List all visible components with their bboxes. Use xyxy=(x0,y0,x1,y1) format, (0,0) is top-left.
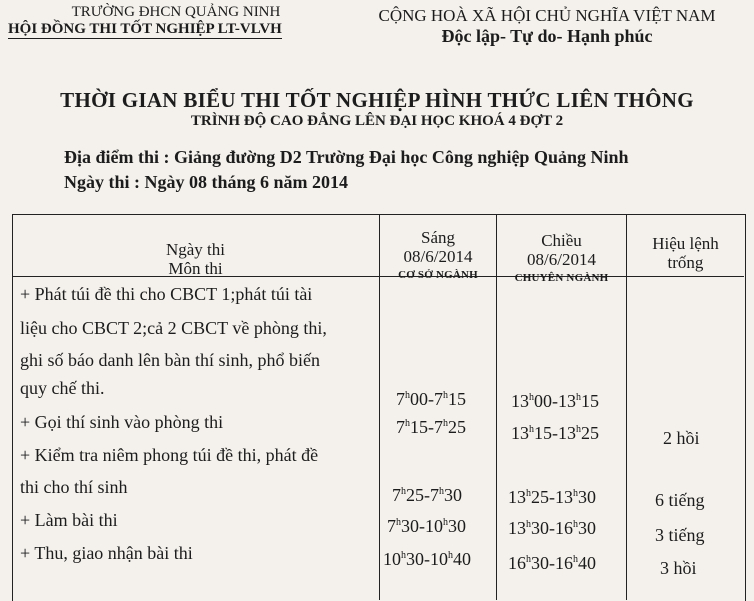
time-sup: h xyxy=(443,418,448,429)
time-sup: h xyxy=(573,554,578,565)
time-sup: h xyxy=(576,392,581,403)
col-header-line: Ngày thi xyxy=(165,240,226,259)
task-line: + Phát túi đề thi cho CBCT 1;phát túi tài xyxy=(20,284,313,304)
col-header-line: 08/6/2014 xyxy=(527,250,596,269)
afternoon-time xyxy=(508,518,596,539)
exam-date: Ngày thi : Ngày 08 tháng 6 năm 2014 xyxy=(64,172,349,192)
col-header-sub: CHUYÊN NGÀNH xyxy=(514,272,609,284)
morning-time xyxy=(396,417,466,438)
task-line: + Kiểm tra niêm phong túi đề thi, phát đề xyxy=(20,445,319,465)
time-sup: h xyxy=(405,418,410,429)
time-sup: h xyxy=(439,486,444,497)
time-part: 25 xyxy=(581,423,599,443)
time-sup: h xyxy=(576,424,581,435)
time-part: 25 xyxy=(448,417,466,437)
time-part: 7 xyxy=(396,417,405,437)
time-part: 30 xyxy=(578,518,596,538)
col-header-line: Môn thi xyxy=(168,259,223,278)
exam-location: Địa điểm thi : Giảng đường D2 Trường Đại học Công nghiệp Quảng Ninh xyxy=(64,147,629,167)
time-part: 15 xyxy=(581,391,599,411)
time-part: 00-13 xyxy=(534,391,576,411)
time-part: 30-16 xyxy=(531,553,573,573)
time-part: 25-7 xyxy=(406,485,439,505)
time-part: 30 xyxy=(448,516,466,536)
time-part: 30-16 xyxy=(531,518,573,538)
document-subtitle: TRÌNH ĐỘ CAO ĐẲNG LÊN ĐẠI HỌC KHOÁ 4 ĐỢT 2 xyxy=(190,113,564,129)
task-line: liệu cho CBCT 2;cả 2 CBCT về phòng thi, xyxy=(20,318,327,338)
col-header-line: Hiệu lệnh xyxy=(652,234,719,253)
time-part: 30-10 xyxy=(406,549,448,569)
col-header-line: Sáng xyxy=(421,228,455,247)
morning-time xyxy=(396,389,466,410)
time-part: 30 xyxy=(444,485,462,505)
time-part: 30-10 xyxy=(401,516,443,536)
time-part: 13 xyxy=(511,423,529,443)
time-part: 15-7 xyxy=(410,417,443,437)
time-part: 00-7 xyxy=(410,389,443,409)
time-part: 15-13 xyxy=(534,423,576,443)
time-sup: h xyxy=(526,488,531,499)
time-sup: h xyxy=(526,519,531,530)
morning-time xyxy=(392,485,462,506)
task-line: thi cho thí sinh xyxy=(20,477,128,497)
time-part: 30 xyxy=(578,487,596,507)
time-part: 40 xyxy=(578,553,596,573)
national-motto: Độc lập- Tự do- Hạnh phúc xyxy=(441,26,653,46)
time-sup: h xyxy=(448,550,453,561)
time-part: 7 xyxy=(387,516,396,536)
task-line: + Thu, giao nhận bài thi xyxy=(20,543,193,563)
col-header-subject xyxy=(12,240,379,278)
time-sup: h xyxy=(529,392,534,403)
time-part: 7 xyxy=(396,389,405,409)
afternoon-time xyxy=(511,423,599,444)
time-part: 15 xyxy=(448,389,466,409)
time-part: 13 xyxy=(508,518,526,538)
time-part: 25-13 xyxy=(531,487,573,507)
time-part: 10 xyxy=(383,549,401,569)
col-header-morning xyxy=(380,228,496,285)
drum-signal: 3 tiếng xyxy=(655,525,705,545)
time-sup: h xyxy=(573,519,578,530)
col-header-line: 08/6/2014 xyxy=(403,247,473,266)
council-name: HỘI ĐỒNG THI TỐT NGHIỆP LT-VLVH xyxy=(8,21,282,37)
time-part: 40 xyxy=(453,549,471,569)
time-sup: h xyxy=(401,486,406,497)
time-part: 16 xyxy=(508,553,526,573)
col-header-afternoon xyxy=(497,231,626,288)
afternoon-time xyxy=(511,391,599,412)
time-sup: h xyxy=(401,550,406,561)
col-header-line: Chiều xyxy=(541,231,582,250)
drum-signal: 6 tiếng xyxy=(655,490,705,510)
time-part: 7 xyxy=(392,485,401,505)
task-line: + Làm bài thi xyxy=(20,510,118,530)
school-name: TRƯỜNG ĐHCN QUẢNG NINH xyxy=(71,4,281,20)
time-sup: h xyxy=(443,390,448,401)
time-part: 13 xyxy=(511,391,529,411)
col-header-signal xyxy=(627,234,744,272)
time-sup: h xyxy=(396,517,401,528)
col-header-sub: CƠ SỞ NGÀNH xyxy=(398,269,478,281)
task-line: quy chế thi. xyxy=(20,378,105,398)
document-title: THỜI GIAN BIỂU THI TỐT NGHIỆP HÌNH THỨC LIÊN THÔNG xyxy=(60,88,694,112)
country-name: CỘNG HOÀ XÃ HỘI CHỦ NGHĨA VIỆT NAM xyxy=(378,6,716,25)
time-sup: h xyxy=(443,517,448,528)
col-header-line: trống xyxy=(667,253,704,272)
time-sup: h xyxy=(573,488,578,499)
afternoon-time xyxy=(508,487,596,508)
time-sup: h xyxy=(529,424,534,435)
drum-signal: 3 hồi xyxy=(660,558,697,578)
task-line: ghi số báo danh lên bàn thí sinh, phổ biến xyxy=(20,350,320,370)
time-sup: h xyxy=(405,390,410,401)
time-part: 13 xyxy=(508,487,526,507)
morning-time xyxy=(387,516,466,537)
drum-signal: 2 hồi xyxy=(663,428,700,448)
time-sup: h xyxy=(526,554,531,565)
afternoon-time xyxy=(508,553,596,574)
morning-time xyxy=(383,549,471,570)
task-line: + Gọi thí sinh vào phòng thi xyxy=(20,412,224,432)
